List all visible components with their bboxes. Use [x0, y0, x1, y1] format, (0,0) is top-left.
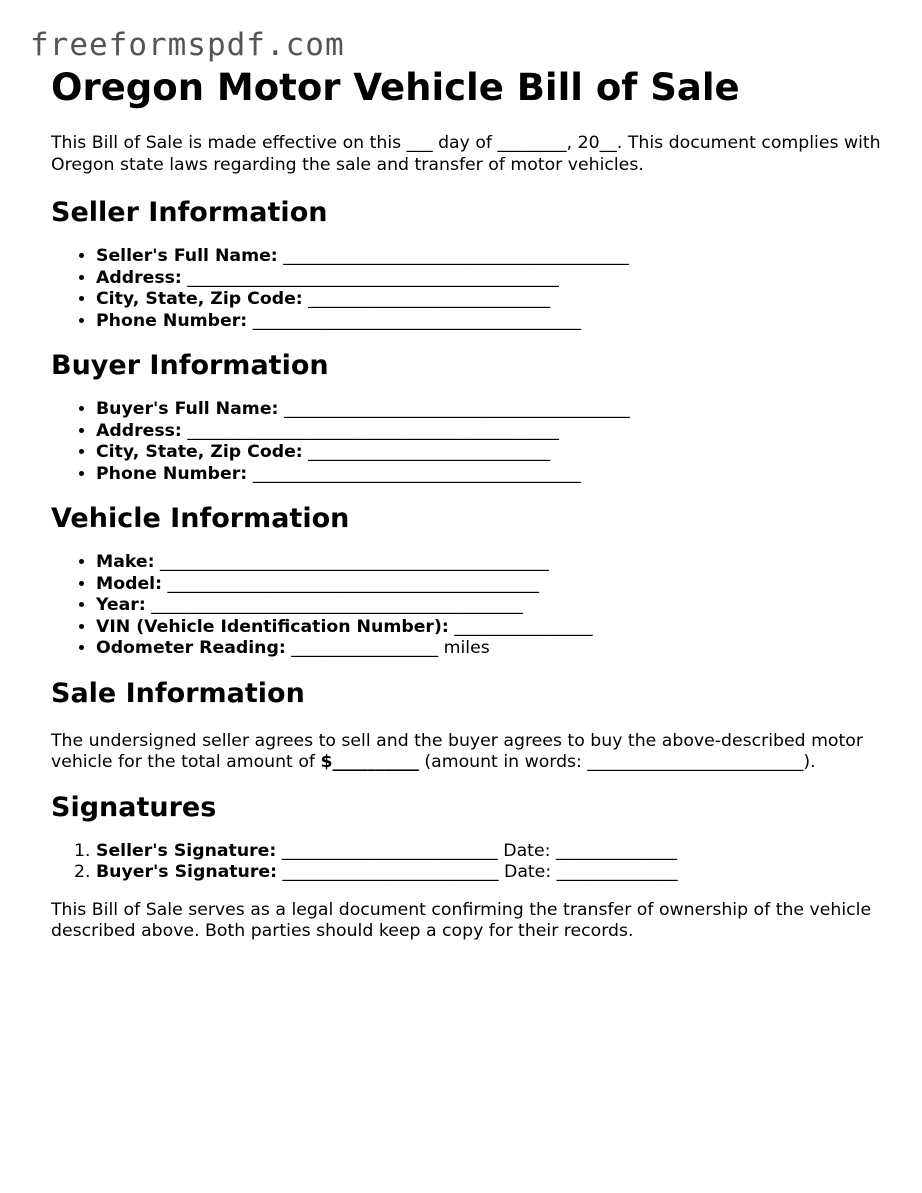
vehicle-field-item [96, 617, 891, 639]
field-label: Buyer's Full Name: [96, 399, 279, 419]
fill-in-blank: ________________________________________ [283, 399, 630, 419]
fill-in-blank: ______________________________________ [252, 463, 582, 484]
field-label: City, State, Zip Code: [96, 289, 303, 309]
signature-list [51, 841, 891, 884]
vehicle-heading: Vehicle Information [51, 503, 350, 534]
vehicle-field-item [96, 574, 891, 596]
field-label: City, State, Zip Code: [96, 442, 303, 462]
field-label: Phone Number: [96, 310, 248, 331]
buyer-field-item [96, 464, 891, 486]
fill-in-blank: ___________________________________________ [187, 267, 559, 288]
field-label: Phone Number: [96, 463, 248, 484]
buyer-field-item [96, 421, 891, 443]
vehicle-field-item [96, 638, 891, 660]
fill-in-blank: _____________________________________________ [160, 552, 549, 572]
buyer-field-list [51, 399, 891, 485]
seller-field-item [96, 268, 891, 290]
buyer-heading: Buyer Information [51, 350, 329, 381]
field-label: Model: [96, 573, 162, 594]
signature-item [96, 841, 891, 863]
seller-field-item [96, 246, 891, 268]
intro-paragraph: This Bill of Sale is made effective on this ___ day of ________, 20__. This document complies with Oregon state laws regarding the sale and transfer of motor vehicles. [51, 133, 881, 175]
seller-field-item [96, 289, 891, 311]
seller-field-item [96, 311, 891, 333]
signature-item [96, 862, 891, 884]
field-label: Year: [96, 595, 146, 615]
fill-in-blank: ___________________________________________ [187, 420, 559, 441]
vehicle-field-item [96, 595, 891, 617]
seller-field-list [51, 246, 891, 332]
fill-in-blank: ____________________________ [308, 289, 551, 309]
fill-in-blank: ___________________________________________ [151, 595, 523, 615]
sale-paragraph [51, 731, 891, 774]
field-label: Address: [96, 420, 182, 441]
buyer-field-item [96, 399, 891, 421]
fill-in-blank: ________________________________________ [283, 246, 629, 266]
vehicle-field-list [51, 552, 891, 660]
buyer-field-item [96, 442, 891, 464]
fill-in-blank: _________________ miles [291, 638, 490, 658]
field-label: Seller's Full Name: [96, 246, 278, 266]
signature-label: Buyer's Signature: [96, 862, 277, 882]
watermark: freeformspdf.com [30, 27, 345, 63]
sale-text-after: (amount in words: _________________________). [418, 752, 816, 772]
signature-label: Seller's Signature: [96, 840, 277, 861]
fill-in-blank: ________________ [454, 616, 593, 637]
signatures-heading: Signatures [51, 791, 217, 823]
seller-heading: Seller Information [51, 197, 328, 228]
signature-blank: _________________________ Date: ______________ [281, 840, 677, 861]
closing-paragraph: This Bill of Sale serves as a legal document confirming the transfer of ownership of the vehicle described above. Both parties should keep a copy for their records. [51, 899, 872, 941]
fill-in-blank: ______________________________________ [252, 310, 582, 331]
field-label: Odometer Reading: [96, 638, 286, 658]
fill-in-blank: ___________________________________________ [167, 573, 540, 594]
sale-amount-blank: $__________ [320, 752, 419, 772]
fill-in-blank: ____________________________ [308, 442, 551, 462]
document-page [51, 66, 891, 943]
field-label: Make: [96, 552, 155, 572]
field-label: VIN (Vehicle Identification Number): [96, 616, 449, 637]
sale-text-before: The undersigned seller agrees to sell and the buyer agrees to buy the above-described motor vehicle for the total amount of [51, 730, 863, 772]
vehicle-field-item [96, 552, 891, 574]
sale-heading: Sale Information [51, 677, 305, 709]
signature-blank: _________________________ Date: ______________ [282, 862, 678, 882]
document-title: Oregon Motor Vehicle Bill of Sale [51, 66, 740, 109]
field-label: Address: [96, 267, 182, 288]
